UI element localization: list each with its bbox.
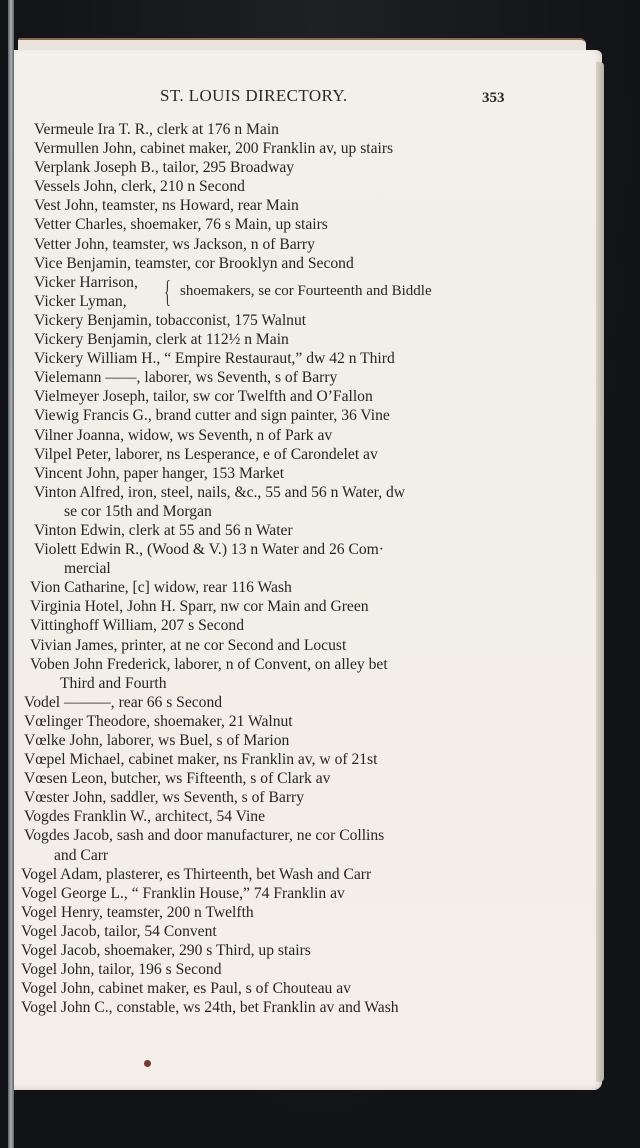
entry-text: Vogel George L., “ Franklin House,” 74 Franklin av: [21, 884, 345, 902]
braced-name: Vicker Lyman,: [34, 292, 127, 310]
entry-continuation: Third and Fourth: [60, 674, 167, 692]
entry-text: Vincent John, paper hanger, 153 Market: [34, 464, 285, 482]
braced-names: [34, 273, 138, 311]
directory-entry: [30, 636, 539, 655]
directory-entry: [30, 578, 539, 597]
directory-entry: [21, 941, 539, 960]
entry-text: Vest John, teamster, ns Howard, rear Main: [34, 197, 299, 215]
entry-text: Vogel John, tailor, 196 s Second: [21, 961, 222, 979]
directory-entry: [34, 330, 539, 349]
directory-entry: [21, 998, 539, 1017]
directory-entry: [34, 120, 539, 139]
directory-entry: [34, 254, 539, 273]
entry-text: Vogdes Franklin W., architect, 54 Vine: [24, 808, 266, 826]
entry-text: Vœpel Michael, cabinet maker, ns Franklin av, w of 21st: [24, 751, 378, 769]
directory-entry: [34, 196, 539, 215]
braced-shared-text: shoemakers, se cor Fourteenth and Biddle: [180, 282, 432, 299]
directory-entry: [30, 597, 539, 616]
directory-entry: [24, 826, 539, 864]
entry-text: Vetter Charles, shoemaker, 76 s Main, up stairs: [34, 216, 328, 234]
page-number: 353: [482, 90, 505, 106]
directory-entry: [34, 521, 539, 540]
page-fore-edge: [596, 62, 604, 1082]
entry-text: Vittinghoff William, 207 s Second: [30, 617, 244, 635]
entry-text: Violett Edwin R., (Wood & V.) 13 n Water and 26 Com·: [34, 541, 384, 559]
directory-entry: [34, 464, 539, 483]
directory-entry: [24, 769, 539, 788]
directory-entry: [34, 426, 539, 445]
entry-text: Vinton Alfred, iron, steel, nails, &c., 55 and 56 n Water, dw: [34, 483, 406, 501]
entry-text: Vickery Benjamin, tobacconist, 175 Walnut: [34, 311, 307, 329]
directory-entry: [34, 483, 539, 521]
directory-entry: [21, 865, 539, 884]
entry-text: Vermullen John, cabinet maker, 200 Franklin av, up stairs: [34, 140, 394, 158]
directory-entry: [34, 445, 539, 464]
directory-entry: [21, 922, 539, 941]
entry-text: Viewig Francis G., brand cutter and sign painter, 36 Vine: [34, 407, 390, 425]
entry-text: Vivian James, printer, at ne cor Second and Locust: [30, 636, 347, 654]
entry-text: Vogel Jacob, tailor, 54 Convent: [21, 922, 217, 940]
entry-text: Vogel Jacob, shoemaker, 290 s Third, up stairs: [21, 942, 311, 960]
entry-continuation: mercial: [64, 560, 111, 578]
entry-text: Vœster John, saddler, ws Seventh, s of Barry: [24, 789, 305, 807]
entry-text: Vodel ———, rear 66 s Second: [24, 693, 223, 711]
directory-entry: [24, 788, 539, 807]
braced-directory-entry: [34, 273, 539, 311]
directory-entry: [34, 387, 539, 406]
entry-text: Vilpel Peter, laborer, ns Lesperance, e of Carondelet av: [34, 445, 378, 463]
entry-text: Vogel John, cabinet maker, es Paul, s of Chouteau av: [21, 980, 351, 998]
directory-entry: [24, 731, 539, 750]
directory-entry: [34, 406, 539, 425]
directory-entry: [30, 655, 539, 693]
entry-text: Vielemann ——, laborer, ws Seventh, s of Barry: [34, 369, 338, 387]
directory-entry: [34, 215, 539, 234]
entry-text: Vogdes Jacob, sash and door manufacturer, ne cor Collins: [24, 827, 385, 845]
directory-entry: [34, 139, 539, 158]
entry-text: Vielmeyer Joseph, tailor, sw cor Twelfth and O’Fallon: [34, 388, 373, 406]
entry-text: Vermeule Ira T. R., clerk at 176 n Main: [34, 121, 279, 138]
directory-entries: [21, 120, 539, 1017]
directory-entry: [24, 807, 539, 826]
directory-entry: [21, 884, 539, 903]
entry-text: Vilner Joanna, widow, ws Seventh, n of Park av: [34, 426, 333, 444]
entry-text: Voben John Frederick, laborer, n of Convent, on alley bet: [30, 655, 388, 673]
entry-text: Vœlke John, laborer, ws Buel, s of Marion: [24, 732, 290, 749]
entry-text: Virginia Hotel, John H. Sparr, nw cor Main and Green: [30, 598, 369, 616]
running-head: ST. LOUIS DIRECTORY.: [160, 86, 348, 105]
entry-text: Vogel John C., constable, ws 24th, bet Franklin av and Wash: [21, 999, 399, 1017]
braced-name: Vicker Harrison,: [34, 273, 138, 291]
directory-entry: [34, 235, 539, 254]
entry-text: Vœlinger Theodore, shoemaker, 21 Walnut: [24, 712, 293, 730]
directory-entry: [34, 368, 539, 387]
directory-entry: [21, 960, 539, 979]
entry-text: Vessels John, clerk, 210 n Second: [34, 178, 245, 196]
entry-text: Vion Catharine, [c] widow, rear 116 Wash: [30, 579, 292, 597]
entry-text: Verplank Joseph B., tailor, 295 Broadway: [34, 159, 295, 177]
ink-spot: [144, 1060, 151, 1067]
directory-entry: [34, 349, 539, 368]
directory-entry: [24, 750, 539, 769]
entry-continuation: se cor 15th and Morgan: [64, 502, 212, 520]
directory-entry: [34, 311, 539, 330]
entry-text: Vetter John, teamster, ws Jackson, n of Barry: [34, 235, 315, 253]
entry-text: Vickery William H., “ Empire Restauraut,” dw 42 n Third: [34, 350, 395, 368]
entry-text: Vinton Edwin, clerk at 55 and 56 n Water: [34, 521, 293, 539]
directory-entry: [34, 540, 539, 578]
directory-entry: [21, 979, 539, 998]
entry-text: Vickery Benjamin, clerk at 112½ n Main: [34, 331, 289, 349]
directory-entry: [21, 903, 539, 922]
entry-text: Vogel Adam, plasterer, es Thirteenth, bet Wash and Carr: [21, 865, 372, 883]
entry-text: Vœsen Leon, butcher, ws Fifteenth, s of Clark av: [24, 770, 331, 788]
directory-entry: [34, 158, 539, 177]
directory-entry: [24, 712, 539, 731]
entry-text: Vice Benjamin, teamster, cor Brooklyn and Second: [34, 254, 354, 272]
directory-entry: [24, 693, 539, 712]
directory-entry: [30, 616, 539, 635]
entry-text: Vogel Henry, teamster, 200 n Twelfth: [21, 903, 254, 921]
brace-glyph: {: [164, 272, 171, 309]
entry-continuation: and Carr: [54, 846, 109, 864]
directory-entry: [34, 177, 539, 196]
